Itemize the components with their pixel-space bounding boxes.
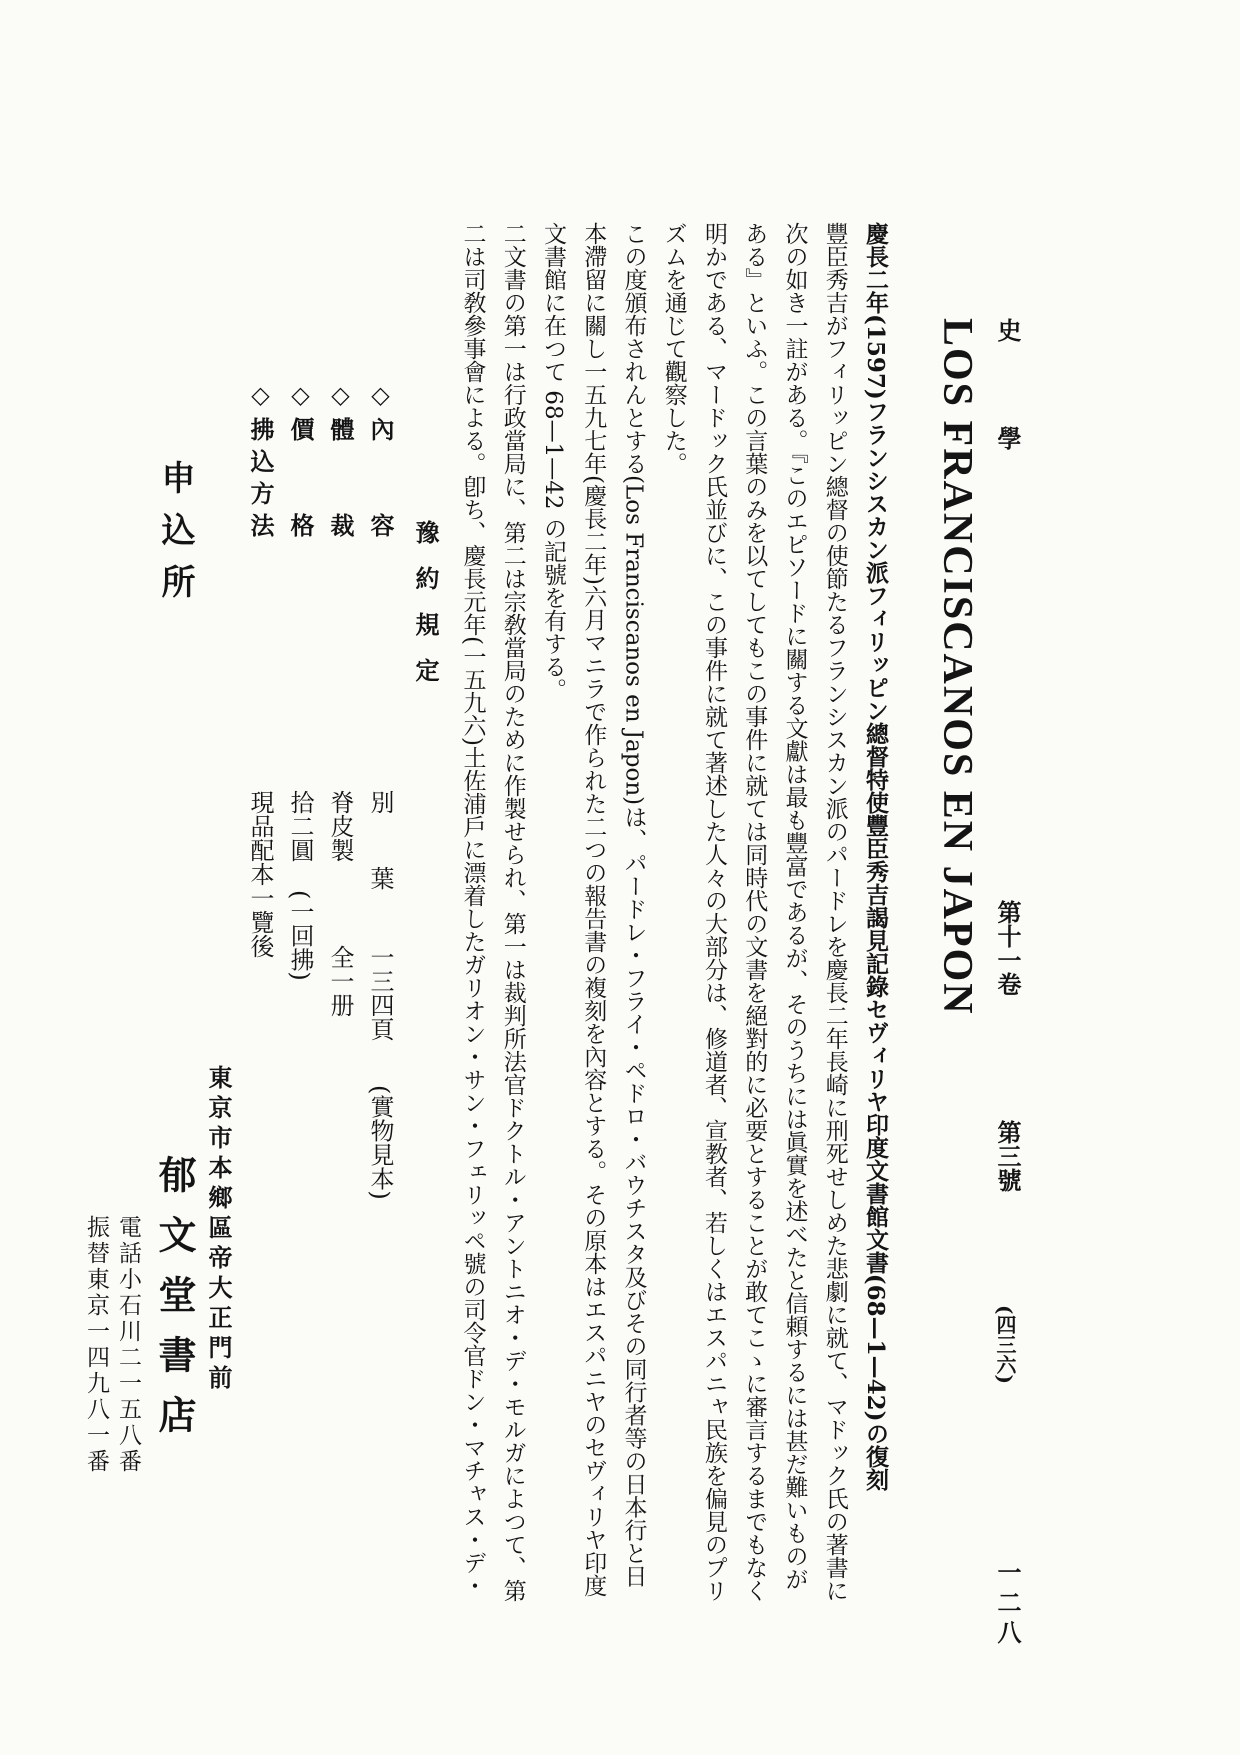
- article-paragraph: 豐臣秀吉がフィリッピン總督の使節たるフランシスカン派のパードレを慶長二年長崎に刑死せしめた悲劇に就て、マドック氏の著書に次の如き一註がある。『このエピソードに關する文獻は最も豐富であるが、そのうちには眞實を述べたと信頼するには甚だ難いものがある』といふ。この言葉のみを以てしてもこの事件に就ては同時代の文書を絕對的に必要とすることが敢てこゝに審言するまでもなく明かである、マードック氏並びに、この事件に就て著述した人々の大部分は、修道者、宣教者、若しくはエスパニャ民族を偏見のプリズムを通じて觀察した。: [660, 222, 848, 1602]
- article-title: LOS FRANCISCANOS EN JAPON: [934, 318, 980, 1016]
- article-body: [455, 222, 895, 1602]
- spec-item-price: [286, 380, 315, 545]
- spec-value: 現品配本一覽後: [246, 790, 274, 958]
- spec-note: (實物見本): [366, 1085, 394, 1200]
- subscription-heading: 豫約規定: [411, 520, 440, 704]
- publisher-transfer-account: 振替東京一四九八一番: [83, 1215, 109, 1475]
- spec-item-content: [366, 380, 395, 545]
- article-paragraph: 二文書の第一は行政當局に、第二は宗敎當局のために作製せられ、第一は裁判所法官ドクトル・アントニオ・デ・モルガによつて、第二は司敎參事會による。卽ち、慶長元年(一五九六)土佐浦戶に漂着したガリオン・サン・フェリッペ號の司令官ドン・マチャス・デ・: [459, 222, 526, 1602]
- volume-number: 第十一卷: [993, 900, 1022, 996]
- page-marker: (四三六): [993, 1305, 1017, 1384]
- spec-label: ◇體 裁: [326, 380, 355, 545]
- spec-value: 拾二圓: [286, 790, 314, 862]
- spec-detail: 全一册: [326, 945, 354, 1017]
- spec-detail: 一三四頁: [366, 945, 394, 1041]
- publisher-name: 郁文堂書店: [152, 1155, 197, 1455]
- spec-item-binding: [326, 380, 355, 545]
- spec-value: 脊皮製: [326, 790, 354, 862]
- spec-label: ◇價 格: [286, 380, 315, 545]
- article-paragraph: この度頒布されんとする(Los Franciscanos en Japon)は、パードレ・フライ・ペドロ・バウチスタ及びその同行者等の日本行と日本滯留に關し一五九七年(慶長二年)六月マニラで作られた二つの報告書の複刻を內容とする。その原本はエスパニヤのセヴィリヤ印度文書館に在つて 68—1—42 の記號を有する。: [540, 222, 647, 1597]
- publisher-phone: 電話小石川二一五八番: [115, 1215, 141, 1475]
- spec-label: ◇內 容: [366, 380, 395, 545]
- spec-value: 別 葉: [366, 790, 394, 904]
- page-number: 一二八: [993, 1560, 1022, 1650]
- issue-number: 第三號: [993, 1120, 1022, 1192]
- spec-label: ◇拂込方法: [246, 380, 275, 545]
- order-office-heading: 申込所: [155, 460, 195, 616]
- journal-name: 史 學: [993, 318, 1022, 480]
- publisher-address: 東京市本鄉區帝大正門前: [204, 1065, 233, 1395]
- spec-item-payment: [246, 380, 275, 545]
- spec-detail: (一回拂): [286, 890, 314, 981]
- article-subtitle: 慶長二年(1597)フランシスカン派フィリッピン總督特使豐臣秀吉謁見記錄セヴィリヤ印度文書館文書(68—1—42)の復刻: [862, 222, 889, 1491]
